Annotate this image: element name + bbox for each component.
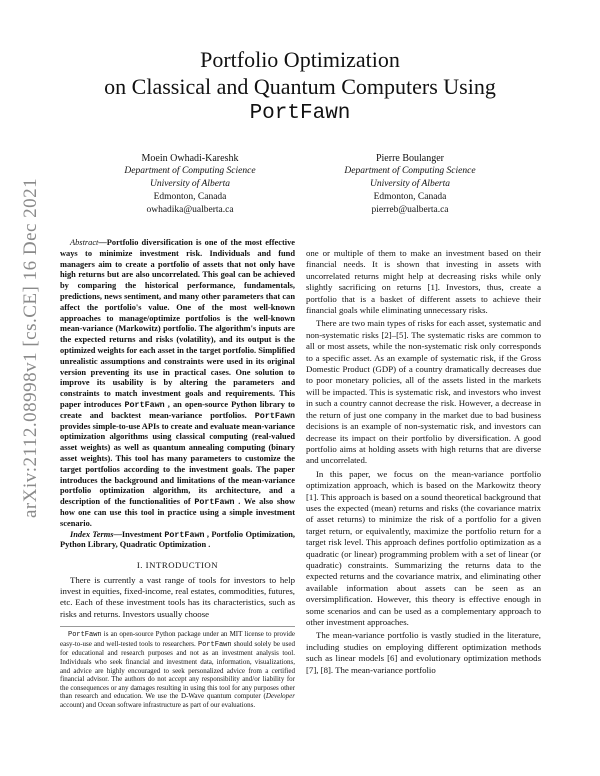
author-name: Moein Owhadi-Kareshk <box>141 153 239 164</box>
footnote-text: is an open-source Python package under an MIT license to provide easy-to-use and well-tested tools to researchers. <box>60 630 295 648</box>
title-line-1: Portfolio Optimization <box>200 47 400 72</box>
author-univ: University of Alberta <box>369 179 451 189</box>
footnote <box>60 626 295 709</box>
author-city: Edmonton, Canada <box>373 192 447 202</box>
title-line-3: PortFawn <box>249 102 351 125</box>
abstract-text: provides simple-to-use APIs to create and evaluate mean-variance optimization algorithms using classical computing (real-valued asset weights) as well as quantum annealing computing (binary asset weights). This tool has many parameters to customize the target portfolios according to the investment goals. The paper introduces the background and limitations of the mean-variance portfolio optimization algorithm, its architecture, and a description of the functionalities of <box>60 421 295 507</box>
code-term: PortFawn <box>254 410 295 421</box>
author-name: Pierre Boulanger <box>375 153 445 164</box>
author-dept: Department of Computing Science <box>124 166 256 176</box>
paper-title <box>60 46 540 127</box>
abstract-lead: Abstract <box>70 238 99 247</box>
code-term: PortFawn <box>164 529 205 540</box>
author-city: Edmonton, Canada <box>153 192 227 202</box>
body-paragraph: The mean-variance portfolio is vastly studied in the literature, including studies on employing different optimization methods such as linear models [6] and evolutionary optimization methods [7], [8]. The mean-variance portfolio <box>306 630 541 675</box>
body-paragraph: There are two main types of risks for each asset, systematic and non-systematic risks [2]–[5]. The systematic risks are common to all or most assets, while the non-systematic risk only corresponds to a specific asset. As an example of systematic risk, if the Gross Domestic Product (GDP) of a country dramatically decreases due to poor monetary policies, all of the assets listed in the markets will be impacted. This is systematic risk, and investors who invest in such a country cannot decrease the risk. However, a decrease in the return of just one company in the market due to bad business decisions is an example of non-systematic risk, and investors can decrease its impact on their portfolio by diversification. A good portfolio aims at holding assets with high returns that are diverse and uncorrelated. <box>306 318 541 466</box>
code-term: PortFawn <box>124 399 165 410</box>
author-block-1 <box>80 152 300 217</box>
intro-paragraph: There is currently a vast range of tools for investors to help invest in equities, fixed-income, real estates, commodities, futures, etc. Each of these investment tools has its characteristics, such as risks and returns. Investors usually choose <box>60 574 296 619</box>
abstract-text: —Portfolio diversification is one of the most effective ways to minimize investment risk. Individuals and fund managers aim to create a portfolio of assets that not only have high returns but are also uncorrelated. This goal can be achieved by comparing the historical performance, fundamentals, predictions, news sentiment, and many other parameters that can affect the portfolio's value. One of the most well-known approaches to manage/optimize portfolios is the well-known mean-variance (Markowitz) portfolio. The algorithm's inputs are the expected returns and risks (volatility), and its output is the optimized weights for each asset in the target portfolio. Simplified unrealistic assumptions and constraints were used in its original version preventing its use in practical cases. One solution to improve its usability is by altering the parameters and constraints to match investment goals and requirements. This paper introduces <box>60 238 295 409</box>
abstract-text: , an open-source Python library to create and backtest mean-variance portfolios. <box>60 399 295 420</box>
code-term: PortFawn <box>197 640 232 649</box>
right-column <box>306 248 541 678</box>
index-terms-text: —Investment <box>113 529 165 539</box>
index-terms-lead: Index Terms <box>70 529 114 539</box>
footnote-text: should solely be used for educational and research purposes and not as an investment analysis tool. Individuals who seek financial and investment data, information, visualizations, and advice are highly encouraged to seek personalized advice from a certified financial advisor. The authors do not accept any responsibility and/or liability for the consequences or any damages resulting in using this tool for any purposes other than research and education. We use the D-Wave quantum computer ( <box>60 639 296 701</box>
body-paragraph: In this paper, we focus on the mean-variance portfolio optimization approach, which is based on the Markowitz theory [1]. This approach is based on a sound theoretical background that uses the expected (mean) returns and risks (the covariance matrix of asset returns) to minimize the risk of a portfolio for a given target return, or equivalently, maximize the portfolio return for a target risk level. This approach defines portfolio optimization as a quadratic (or linear) programming problem with a set of linear (or quadratic) constraints. Summarizing the returns data to the expected returns and the covariance matrix, and eliminating other available information about assets can be seen as an oversimplification. However, this theory is effective enough in some scenarios and can be used as a complementary approach to other investment approaches. <box>306 468 541 627</box>
code-term: PortFawn <box>68 631 102 640</box>
left-column <box>60 238 295 709</box>
author-email[interactable]: owhadika@ualberta.ca <box>146 205 234 215</box>
footnote-emphasis: Developer <box>265 692 295 701</box>
title-line-2: on Classical and Quantum Computers Using <box>104 74 496 99</box>
author-block-2 <box>300 152 520 217</box>
code-term: PortFawn <box>194 497 235 508</box>
author-univ: University of Alberta <box>149 179 231 189</box>
author-email[interactable]: pierreb@ualberta.ca <box>371 205 449 215</box>
body-paragraph: one or multiple of them to make an investment based on their financial needs. It is shown that investing in assets with uncorrelated returns might help at decreasing risks while only slightly sacrificing on returns [1]. Investors, thus, create a portfolio that is a basket of different assets to achieve their financial goals while eliminating unnecessary risks. <box>306 248 541 316</box>
section-heading: I. INTRODUCTION <box>136 560 219 571</box>
arxiv-stamp: arXiv:2112.08998v1 [cs.CE] 16 Dec 2021 <box>20 177 41 518</box>
footnote-text: account) and Ocean software infrastructure as part of our evaluations. <box>60 700 256 709</box>
abstract-text: . We also show how one can use this tool in practice using a simple investment scenario. <box>60 497 295 528</box>
author-dept: Department of Computing Science <box>344 166 476 176</box>
index-terms <box>60 530 295 552</box>
index-terms-text: , Portfolio Optimization, Python Library, Quadratic Optimization . <box>60 529 296 550</box>
abstract <box>60 238 295 530</box>
